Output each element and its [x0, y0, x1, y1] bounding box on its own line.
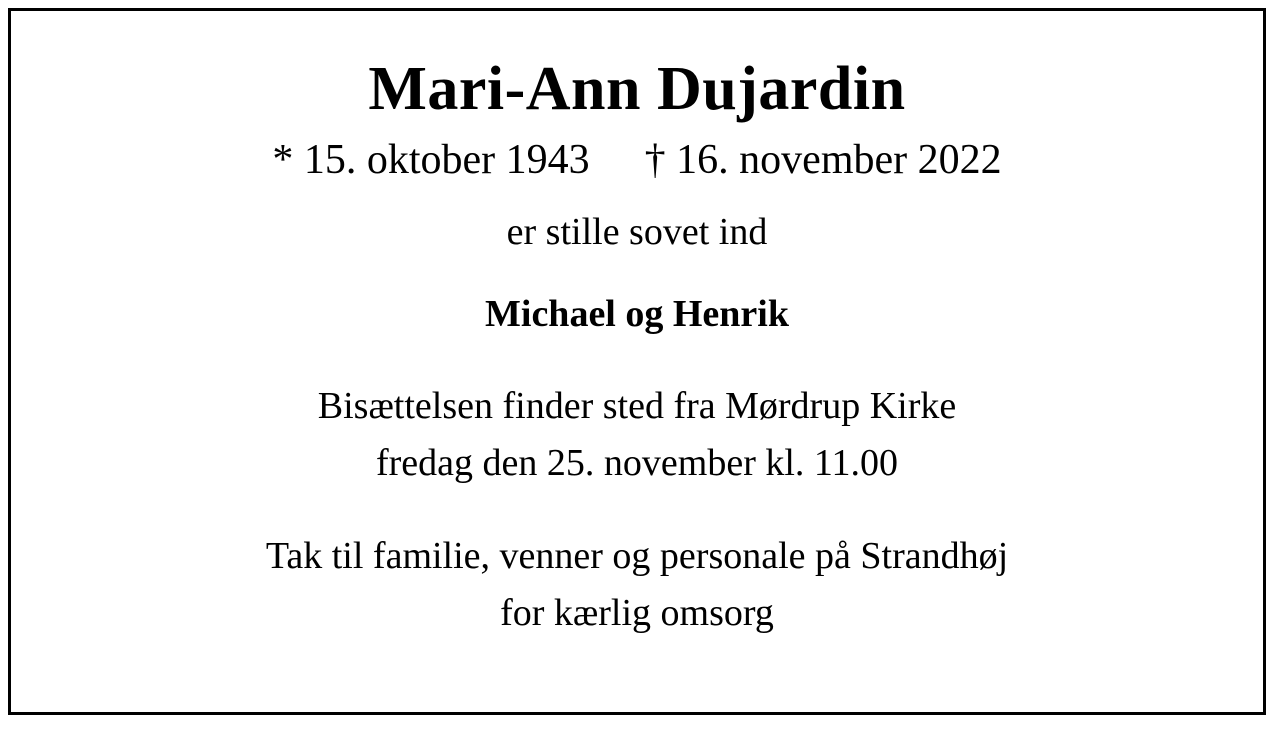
thanks-note — [266, 528, 1008, 642]
passing-line: er stille sovet ind — [506, 211, 768, 254]
birth-symbol: * — [272, 137, 294, 184]
life-dates — [272, 136, 1001, 184]
deceased-name: Mari-Ann Dujardin — [368, 55, 906, 123]
obituary-content — [11, 11, 1263, 712]
birth-date: 15. oktober 1943 — [303, 137, 590, 184]
obituary-notice — [8, 8, 1266, 715]
thanks-line-1: Tak til familie, venner og personale på Strandhøj — [265, 535, 1009, 578]
funeral-details — [318, 378, 956, 492]
survivors-names: Michael og Henrik — [485, 293, 789, 336]
death-date: 16. november 2022 — [676, 137, 1002, 184]
funeral-line-2: fredag den 25. november kl. 11.00 — [376, 442, 898, 485]
funeral-line-1: Bisættelsen finder sted fra Mørdrup Kirke — [317, 385, 957, 428]
death-symbol: † — [644, 137, 666, 184]
thanks-line-2: for kærlig omsorg — [500, 592, 774, 635]
